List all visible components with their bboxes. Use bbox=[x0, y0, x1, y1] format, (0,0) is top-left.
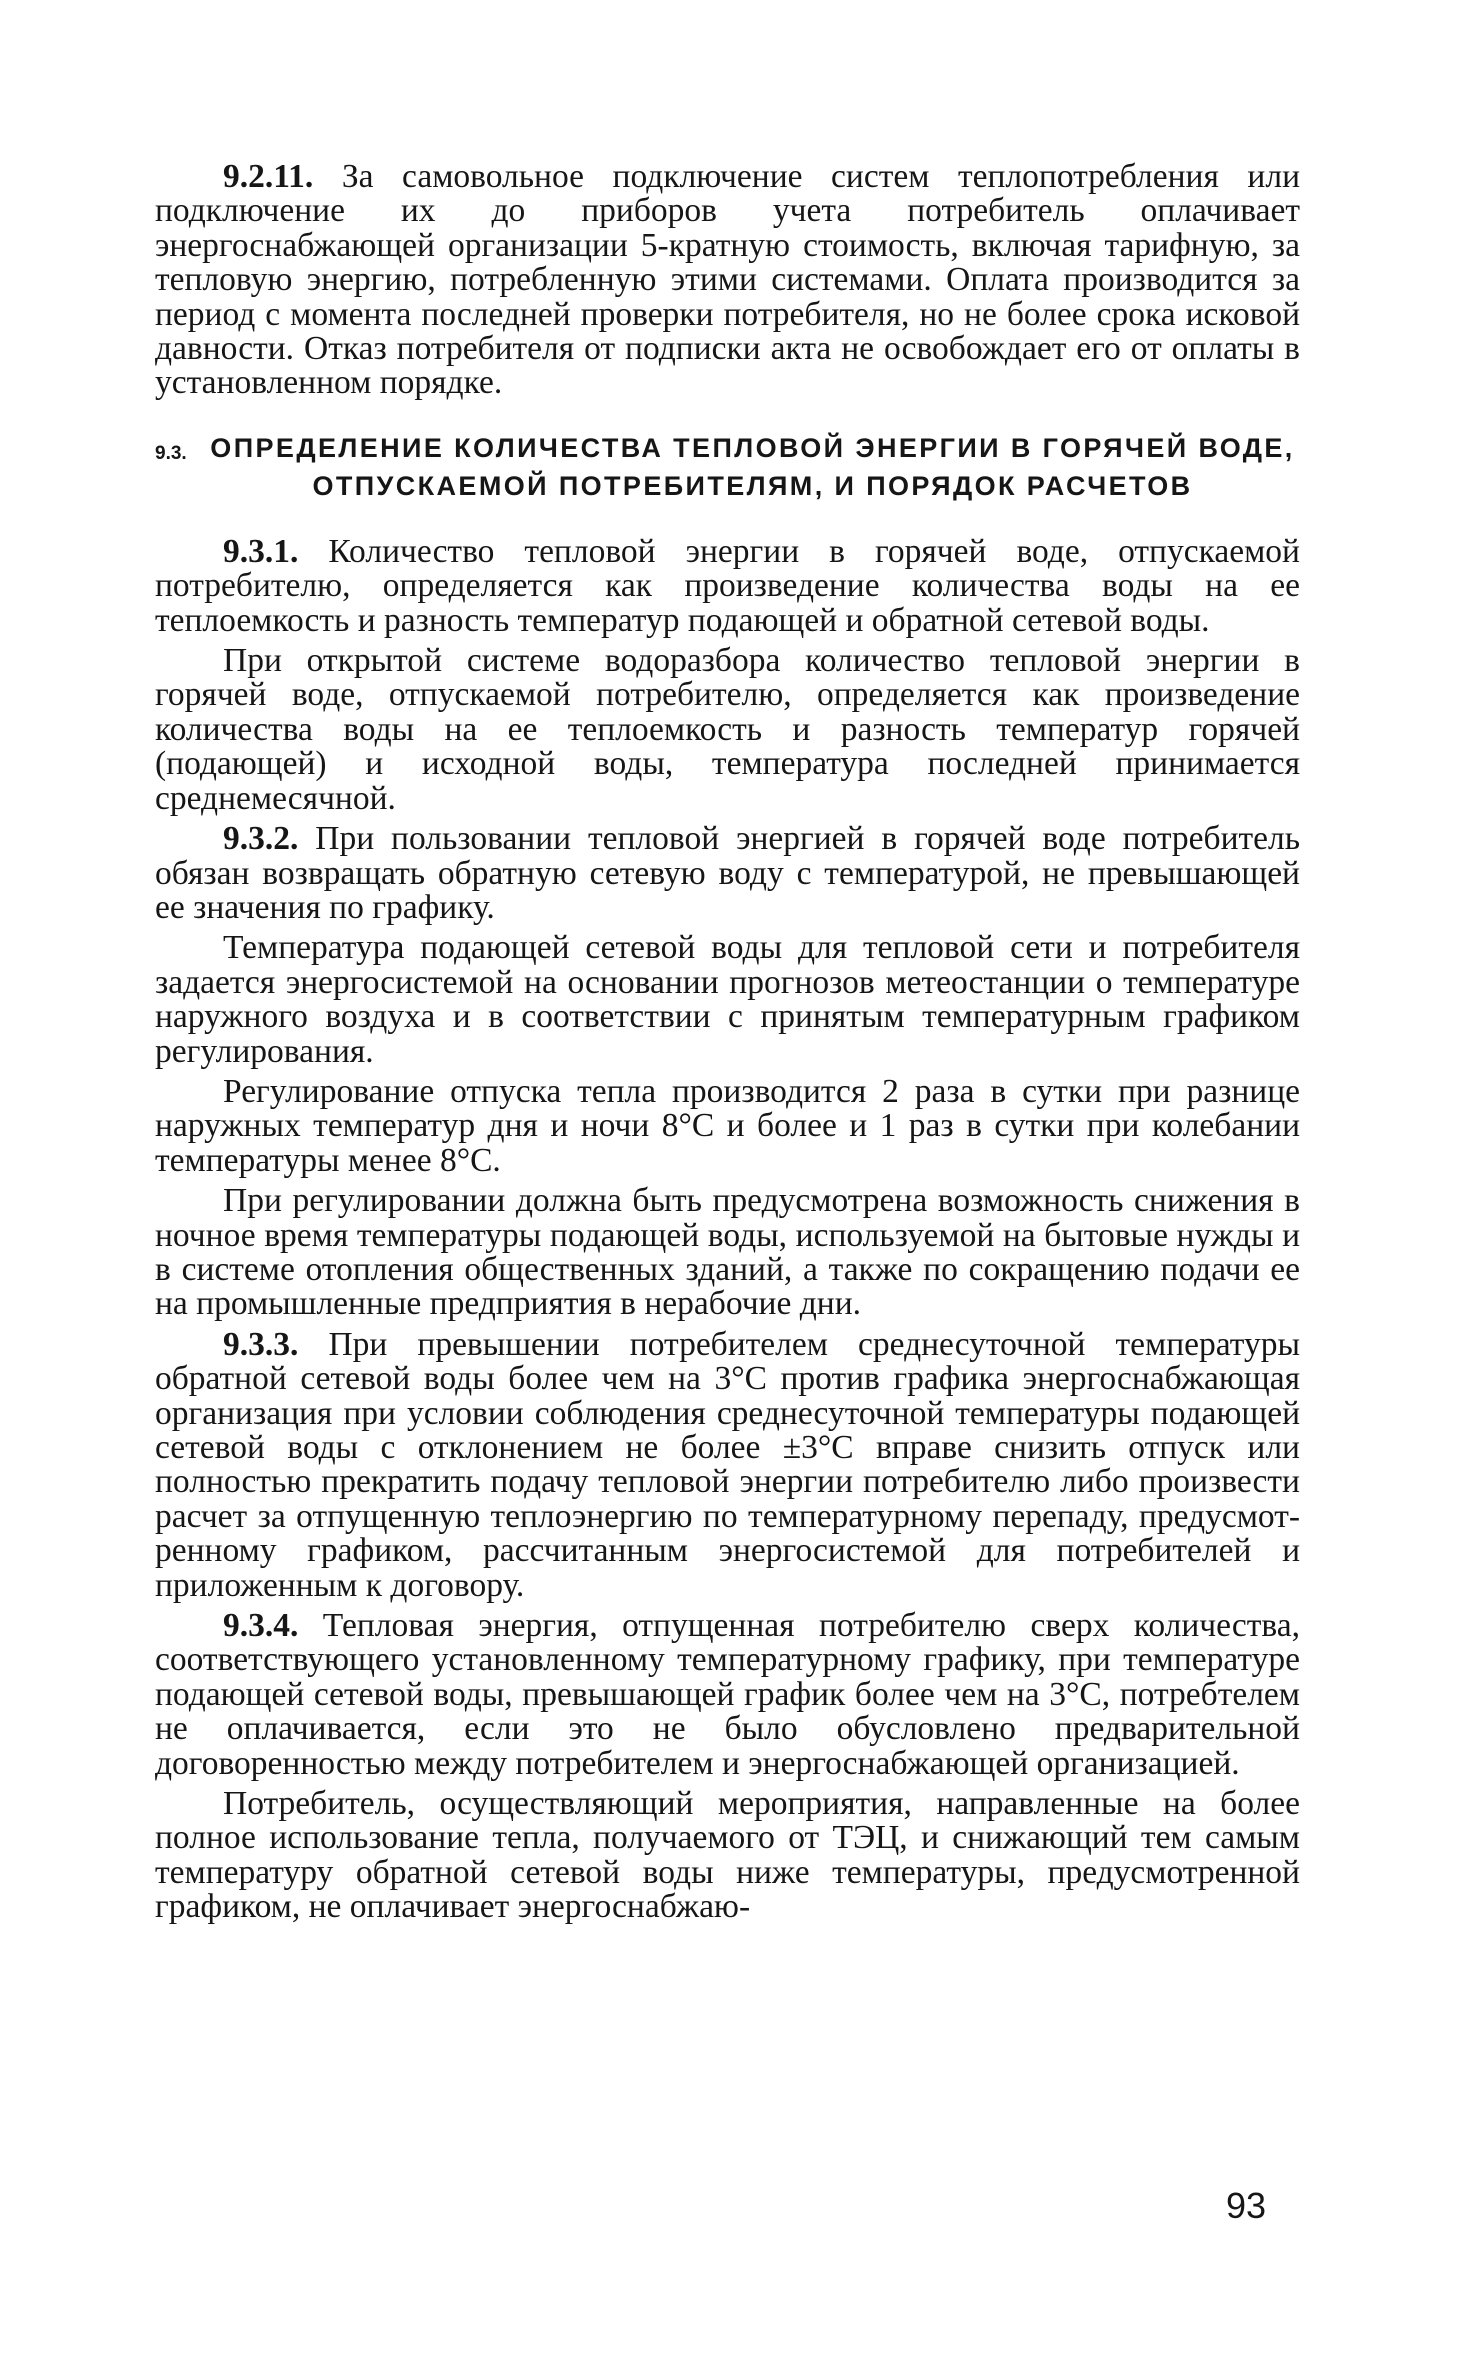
paragraph-open-system: При открытой системе водоразбора количество тепловой энергии в горячей воде, отпускаемой потребителю, определяется как произведение количества воды на ее теплоемкость и разность температур горячей (подающей) и исходной воды, температура последней принимается среднемесячной. bbox=[155, 642, 1300, 817]
page-number: 93 bbox=[1226, 2185, 1267, 2226]
paragraph-9-3-3 bbox=[155, 1325, 1300, 1604]
section-heading bbox=[155, 429, 1300, 505]
paragraph-9-2-11 bbox=[155, 160, 1300, 401]
section-title: ОПРЕДЕЛЕНИЕ КОЛИЧЕСТВА ТЕПЛОВОЙ ЭНЕРГИИ В ГОРЯЧЕЙ ВОДЕ, ОТПУСКАЕМОЙ ПОТРЕБИТЕЛЯМ, И ПОРЯДОК РАСЧЕТОВ bbox=[210, 432, 1295, 501]
clause-number: 9.3.2. bbox=[223, 820, 299, 858]
clause-number: 9.2.11. bbox=[223, 158, 314, 195]
clause-text: Количество тепловой энергии в горячей воде, отпускаемой потребителю, определяется как произведение количества воды на ее теплоемкость и разность температур подающей и обратной сетевой воды. bbox=[155, 532, 1300, 639]
paragraph-regulation: Регулирование отпуска тепла производится 2 раза в сутки при разнице наружных температур дня и ночи 8°С и более и 1 раз в сутки при колебании температуры менее 8°С. bbox=[155, 1072, 1300, 1179]
paragraph-final: Потребитель, осуществляющий мероприятия, направленные на более полное использование тепла, получаемого от ТЭЦ, и снижающий тем самым температуру обратной сетевой воды ниже температуры, предусмотренной графиком, не оплачивает энергоснабжаю- bbox=[155, 1785, 1300, 1926]
section-number: 9.3. bbox=[155, 442, 187, 464]
paragraph-9-3-2 bbox=[155, 822, 1300, 925]
paragraph-night-regulation: При регулировании должна быть предусмотрена возможность снижения в ночное время температуры подающей воды, используемой на бытовые нужды и в системе отопления общественных зданий, а также по сокращению подачи ее на промышленные предприятия в нерабочие дни. bbox=[155, 1182, 1300, 1323]
clause-number: 9.3.3. bbox=[223, 1325, 299, 1363]
clause-number: 9.3.1. bbox=[223, 532, 299, 570]
clause-number: 9.3.4. bbox=[223, 1607, 299, 1645]
paragraph-9-3-1 bbox=[155, 532, 1300, 639]
clause-text: За самовольное подключение систем теплопотребления или подключение их до приборов учета потребитель оплачивает энергоснабжающей организации 5-кратную стоимость, включая тарифную, за тепловую энергию, потребленную этими системами. Оплата производится за период с момента последней проверки потребителя, но не более срока исковой давности. Отказ потребителя от подписки акта не освобождает его от оплаты в установленном порядке. bbox=[155, 158, 1300, 402]
page-text bbox=[155, 160, 1300, 1931]
clause-text: Тепловая энергия, отпущенная потребителю сверх количества, соответствующего установленному температурному графику, при температуре подающей сетевой воды, превышающей график более чем на 3°С, потребтелем не оплачивается, если это не было обусловлено предварительной договоренностью между потребителем и энергоснабжающей организацией. bbox=[155, 1607, 1300, 1782]
paragraph-9-3-4 bbox=[155, 1609, 1300, 1781]
clause-text: При превышении потребителем среднесуточной температуры обратной сетевой воды более чем на 3°С против графика энергоснабжающая организация при условии соблюдения среднесуточной температуры подающей сетевой воды с отклонением не более ±3°С вправе снизить отпуск или полностью прекратить подачу тепловой энергии потребителю либо произвести расчет за отпущенную теплоэнергию по температурному перепаду, предусмотренному графиком, рассчитанным энергосистемой для потребителей и приложенным к договору. bbox=[155, 1325, 1300, 1604]
paragraph-supply-temperature: Температура подающей сетевой воды для тепловой сети и потребителя задается энергосистемой на основании прогнозов метеостанции о температуре наружного воздуха и в соответствии с принятым температурным графиком регулирования. bbox=[155, 929, 1300, 1070]
clause-text: При пользовании тепловой энергией в горячей воде потребитель обязан возвращать обратную сетевую воду с температурой, не превышающей ее значения по графику. bbox=[155, 820, 1300, 926]
